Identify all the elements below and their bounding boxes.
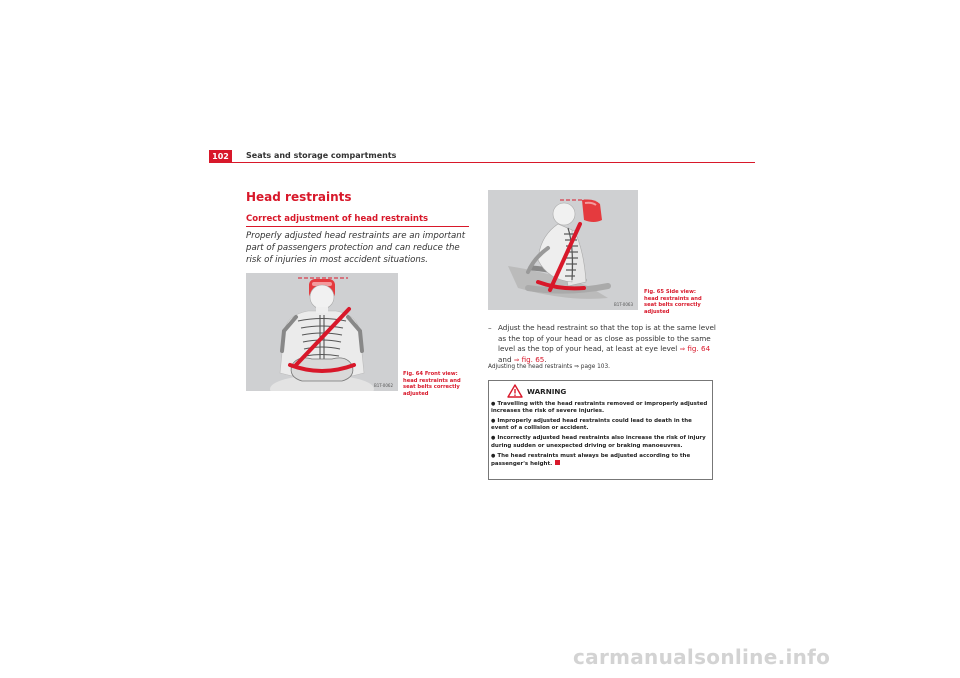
section-title: Head restraints [246,190,352,204]
warning-item-text: Incorrectly adjusted head restraints also increase the risk of injury during sudden or unexpected driving or braking manoeuvres. [491,435,706,449]
warning-list [491,401,709,471]
warning-item [491,453,709,469]
subsection-title: Correct adjustment of head restraints [246,214,429,224]
page-number: 102 [209,150,232,163]
instruction-text: Adjust the head restraint so that the top is at the same level as the top of your head or as close as possible to the same level as the top of your head, at least at eye level [498,323,716,353]
step-dash: – [488,323,492,332]
header-rule [209,162,755,163]
bullet-icon: ● [491,401,496,407]
instruction-and: and [498,354,512,364]
warning-item [491,401,709,416]
chapter-title: Seats and storage compartments [246,151,397,160]
warning-item-text: Travelling with the head restraints removed or improperly adjusted increases the risk of severe injuries. [491,401,708,415]
warning-item [491,418,709,433]
xref-arrow-icon: ⇒ [513,355,520,364]
see-also-reference [488,364,610,370]
warning-item-text: The head restraints must always be adjusted according to the passenger's height. [491,452,691,467]
warning-item [491,435,709,450]
see-also-page-link[interactable]: page 103. [580,364,611,370]
subsection-rule [246,226,469,227]
bullet-icon: ● [491,418,496,425]
warning-triangle-icon [507,384,523,398]
warning-header [489,381,712,400]
bullet-icon: ● [491,452,496,459]
front-view-illustration [246,273,398,391]
end-of-section-icon [555,460,560,465]
side-view-illustration [488,190,638,310]
figure-side-view [488,190,638,310]
xref-arrow-icon: ⇒ [679,345,686,353]
xref-arrow-icon: ⇒ [574,364,579,370]
watermark: carmanualsonline.info [573,645,831,669]
figure-front-view [246,273,398,391]
fig-65-link[interactable]: fig. 65 [521,354,545,364]
bullet-icon: ● [491,435,496,442]
fig-64-link[interactable]: fig. 64 [687,344,711,353]
figure-code: B1T-0062 [374,383,393,388]
see-also-text: Adjusting the head restraints [488,364,573,370]
figure-64-caption: Fig. 64 Front view: head restraints and seat belts correctly adjusted [403,371,461,397]
instruction-step [488,323,716,365]
figure-code: B1T-0063 [614,302,633,307]
warning-item-text: Improperly adjusted head restraints could lead to death in the event of a collision or accident. [491,418,692,432]
warning-title: WARNING [527,387,567,396]
intro-paragraph: Properly adjusted head restraints are an important part of passengers protection and can reduce the risk of injuries in most accident situations. [246,231,466,265]
figure-65-caption: Fig. 65 Side view: head restraints and seat belts correctly adjusted [644,289,702,315]
instruction-end: . [544,354,547,364]
warning-box [488,380,713,480]
